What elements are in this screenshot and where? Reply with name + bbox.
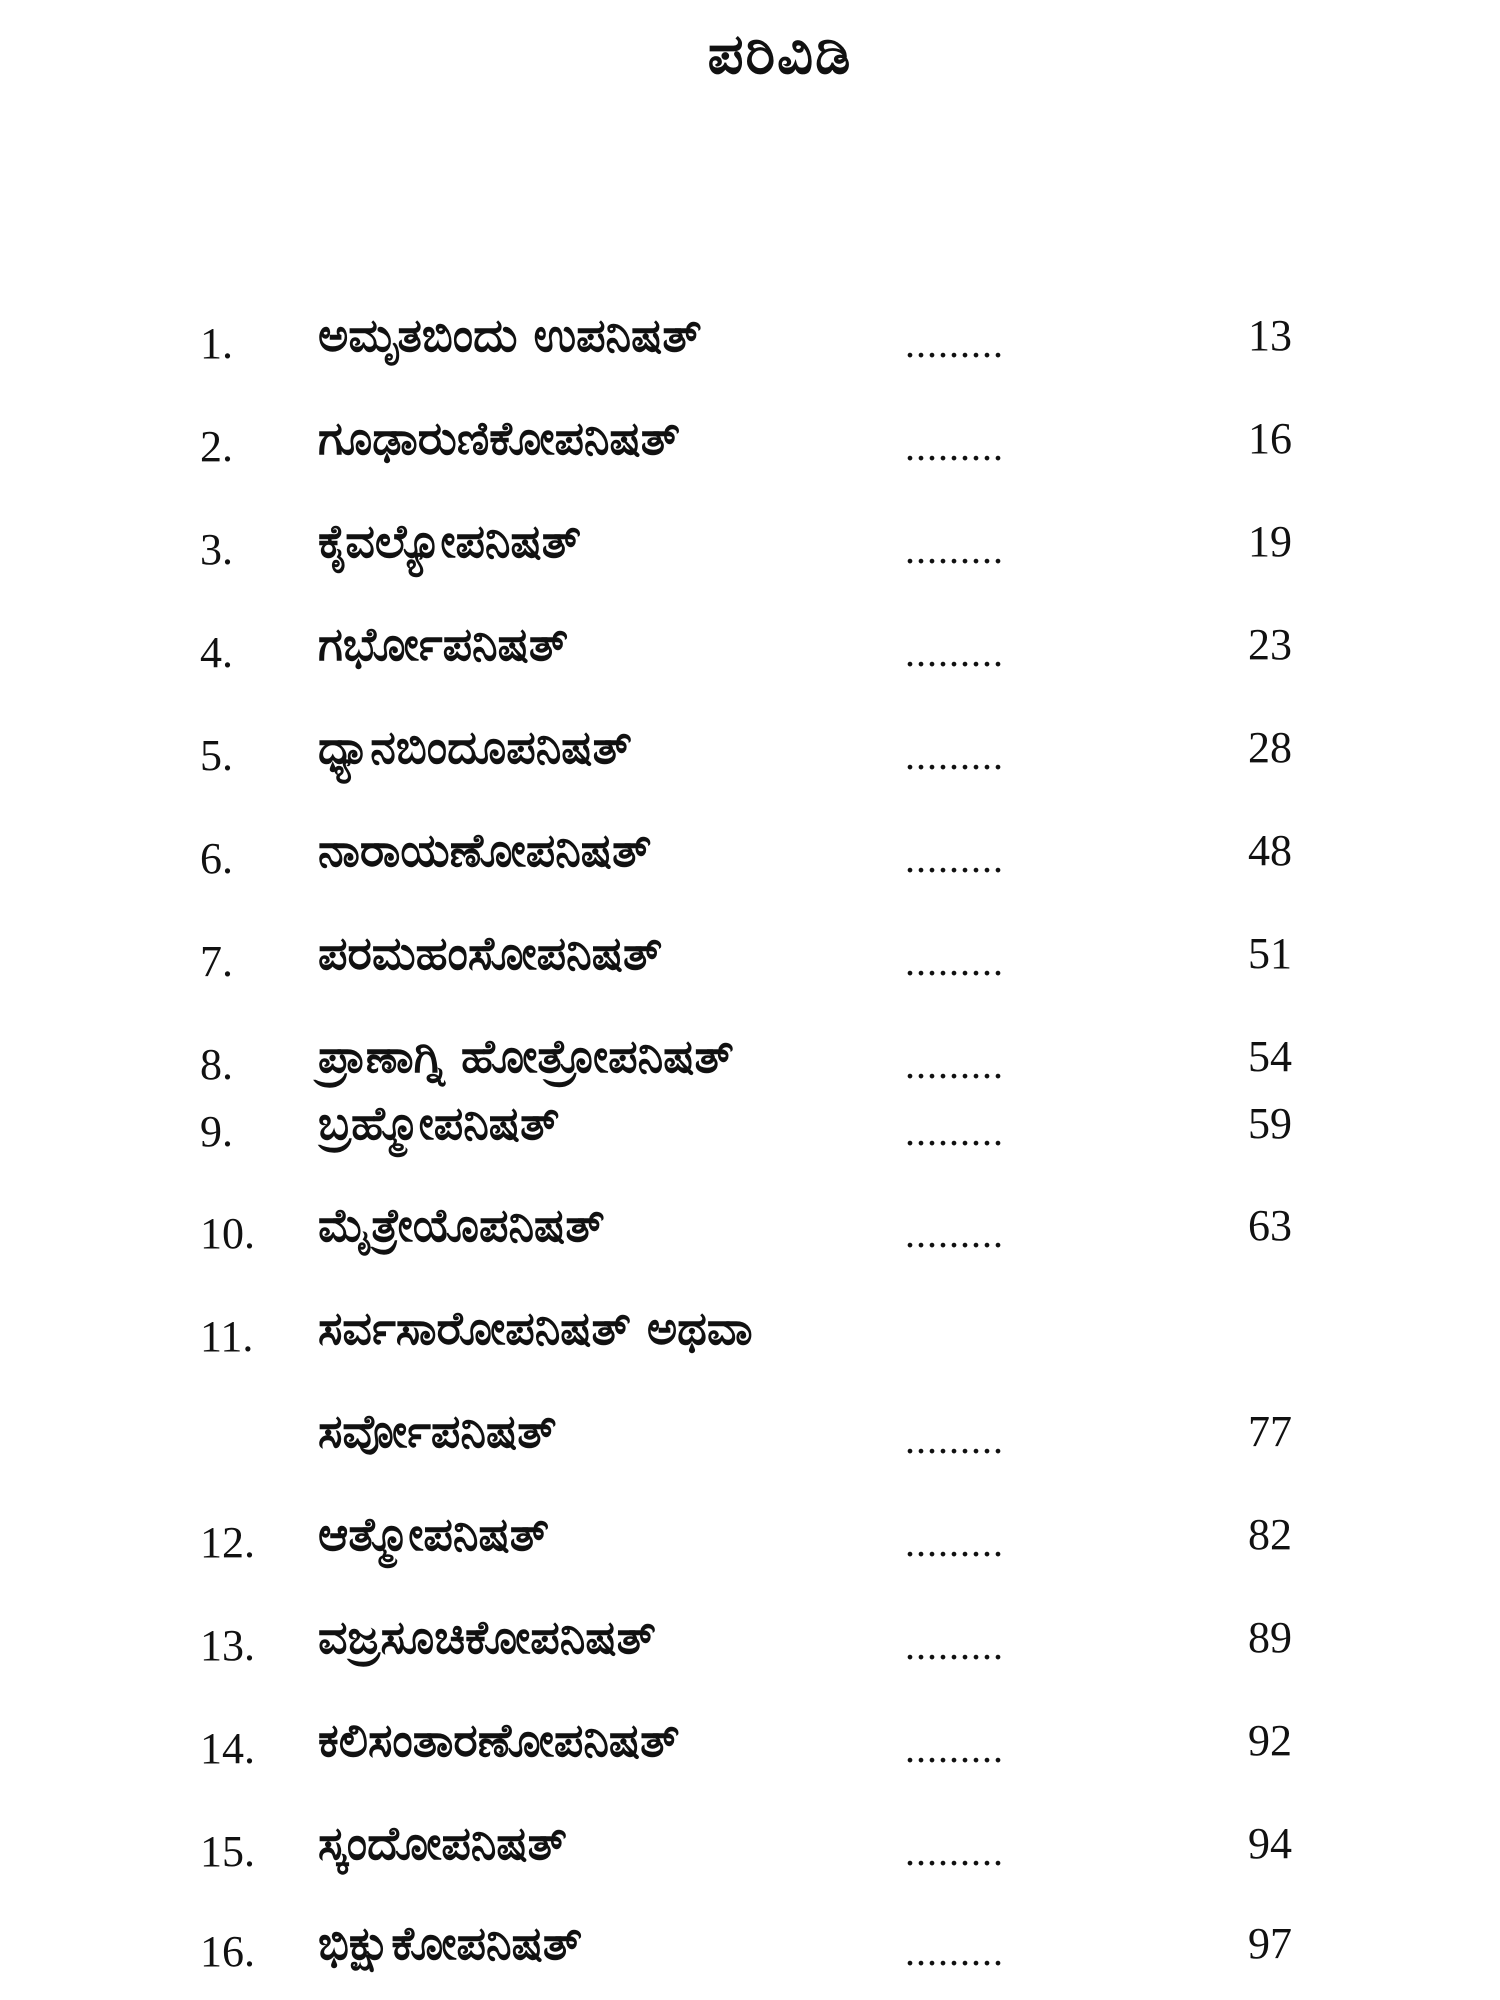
entry-number: 15. [200,1827,255,1876]
entry-page-number: 94 [1248,1819,1292,1868]
entry-title: ಆತ್ಮೋಪನಿಷತ್ [318,1507,550,1561]
entry-page-number: 63 [1248,1201,1292,1250]
toc-entry [0,712,1500,792]
page-title: ಪರಿವಿಡಿ [707,22,853,87]
toc-entry [0,300,1500,380]
entry-number: 6. [200,834,233,883]
entry-title: ಸ್ಕಂದೋಪನಿಷತ್ [318,1816,567,1870]
dot-leader: ......... [905,836,1004,881]
entry-page-number: 97 [1248,1919,1292,1968]
entry-number: 2. [200,422,233,471]
entry-page-number: 92 [1248,1716,1292,1765]
entry-number: 9. [200,1107,233,1156]
dot-leader: ......... [905,1623,1004,1668]
entry-page-number: 23 [1248,620,1292,669]
dot-leader: ......... [905,1109,1004,1154]
toc-entry [0,1908,1500,1988]
entry-page-number: 82 [1248,1510,1292,1559]
entry-page-number: 51 [1248,929,1292,978]
toc-entry [0,1705,1500,1785]
entry-title: ಕೈವಲ್ಯೋಪನಿಷತ್ [318,514,582,568]
entry-page-number: 89 [1248,1613,1292,1662]
toc-entry [0,1808,1500,1888]
entry-number: 13. [200,1621,255,1670]
dot-leader: ......... [905,424,1004,469]
toc-entry-continuation [0,1396,1500,1476]
entry-number: 1. [200,319,233,368]
entry-title: ಕಲಿಸಂತಾರಣೋಪನಿಷತ್ [318,1713,680,1767]
entry-title: ಪ್ರಾಣಾಗ್ನಿ ಹೋತ್ರೋಪನಿಷತ್ [318,1029,734,1083]
dot-leader: ......... [905,1829,1004,1874]
entry-title: ಸರ್ವಸಾರೋಪನಿಷತ್ ಅಥವಾ [318,1301,753,1355]
dot-leader: ......... [905,321,1004,366]
entry-number: 8. [200,1040,233,1089]
toc-entry [0,1088,1500,1168]
entry-page-number: 13 [1248,311,1292,360]
entry-number: 10. [200,1209,255,1258]
toc-entry [0,403,1500,483]
entry-title: ಗೂಢಾರುಣಿಕೋಪನಿಷತ್ [318,411,681,465]
entry-page-number: 48 [1248,826,1292,875]
entry-title: ನಾರಾಯಣೋಪನಿಷತ್ [318,823,652,877]
entry-title: ಪರಮಹಂಸೋಪನಿಷತ್ [318,926,663,980]
entry-number: 11. [200,1312,254,1361]
dot-leader: ......... [905,1417,1004,1462]
entry-page-number: 16 [1248,414,1292,463]
dot-leader: ......... [905,1726,1004,1771]
entry-title: ಗರ್ಭೋಪನಿಷತ್ [318,617,569,671]
dot-leader: ......... [905,733,1004,778]
entry-page-number: 28 [1248,723,1292,772]
toc-entry [0,1293,1500,1373]
toc-entry [0,1602,1500,1682]
entry-page-number: 19 [1248,517,1292,566]
entry-page-number: 77 [1248,1407,1292,1456]
entry-title: ಸರ್ವೋಪನಿಷತ್ [318,1404,557,1458]
entry-title: ಬ್ರಹ್ಮೋಪನಿಷತ್ [318,1096,560,1150]
dot-leader: ......... [905,630,1004,675]
entry-number: 4. [200,628,233,677]
dot-leader: ......... [905,1929,1004,1974]
entry-title: ಅಮೃತಬಿಂದು ಉಪನಿಷತ್ [318,308,702,362]
toc-entry [0,609,1500,689]
dot-leader: ......... [905,1520,1004,1565]
dot-leader: ......... [905,1042,1004,1087]
toc-entry [0,918,1500,998]
toc-entry [0,815,1500,895]
entry-number: 7. [200,937,233,986]
entry-title: ಭಿಕ್ಷುಕೋಪನಿಷತ್ [318,1916,583,1970]
dot-leader: ......... [905,1211,1004,1256]
entry-page-number: 54 [1248,1032,1292,1081]
dot-leader: ......... [905,939,1004,984]
entry-number: 12. [200,1518,255,1567]
entry-page-number: 59 [1248,1099,1292,1148]
entry-number: 5. [200,731,233,780]
entry-number: 16. [200,1927,255,1976]
entry-title: ವಜ್ರಸೂಚಿಕೋಪನಿಷತ್ [318,1610,656,1664]
entry-title: ಮೈತ್ರೇಯೊಪನಿಷತ್ [318,1198,605,1252]
toc-entry [0,506,1500,586]
entry-number: 3. [200,525,233,574]
toc-entry [0,1499,1500,1579]
toc-entry [0,1190,1500,1270]
entry-number: 14. [200,1724,255,1773]
dot-leader: ......... [905,527,1004,572]
entry-title: ಧ್ಯಾನಬಿಂದೂಪನಿಷತ್ [318,720,632,774]
